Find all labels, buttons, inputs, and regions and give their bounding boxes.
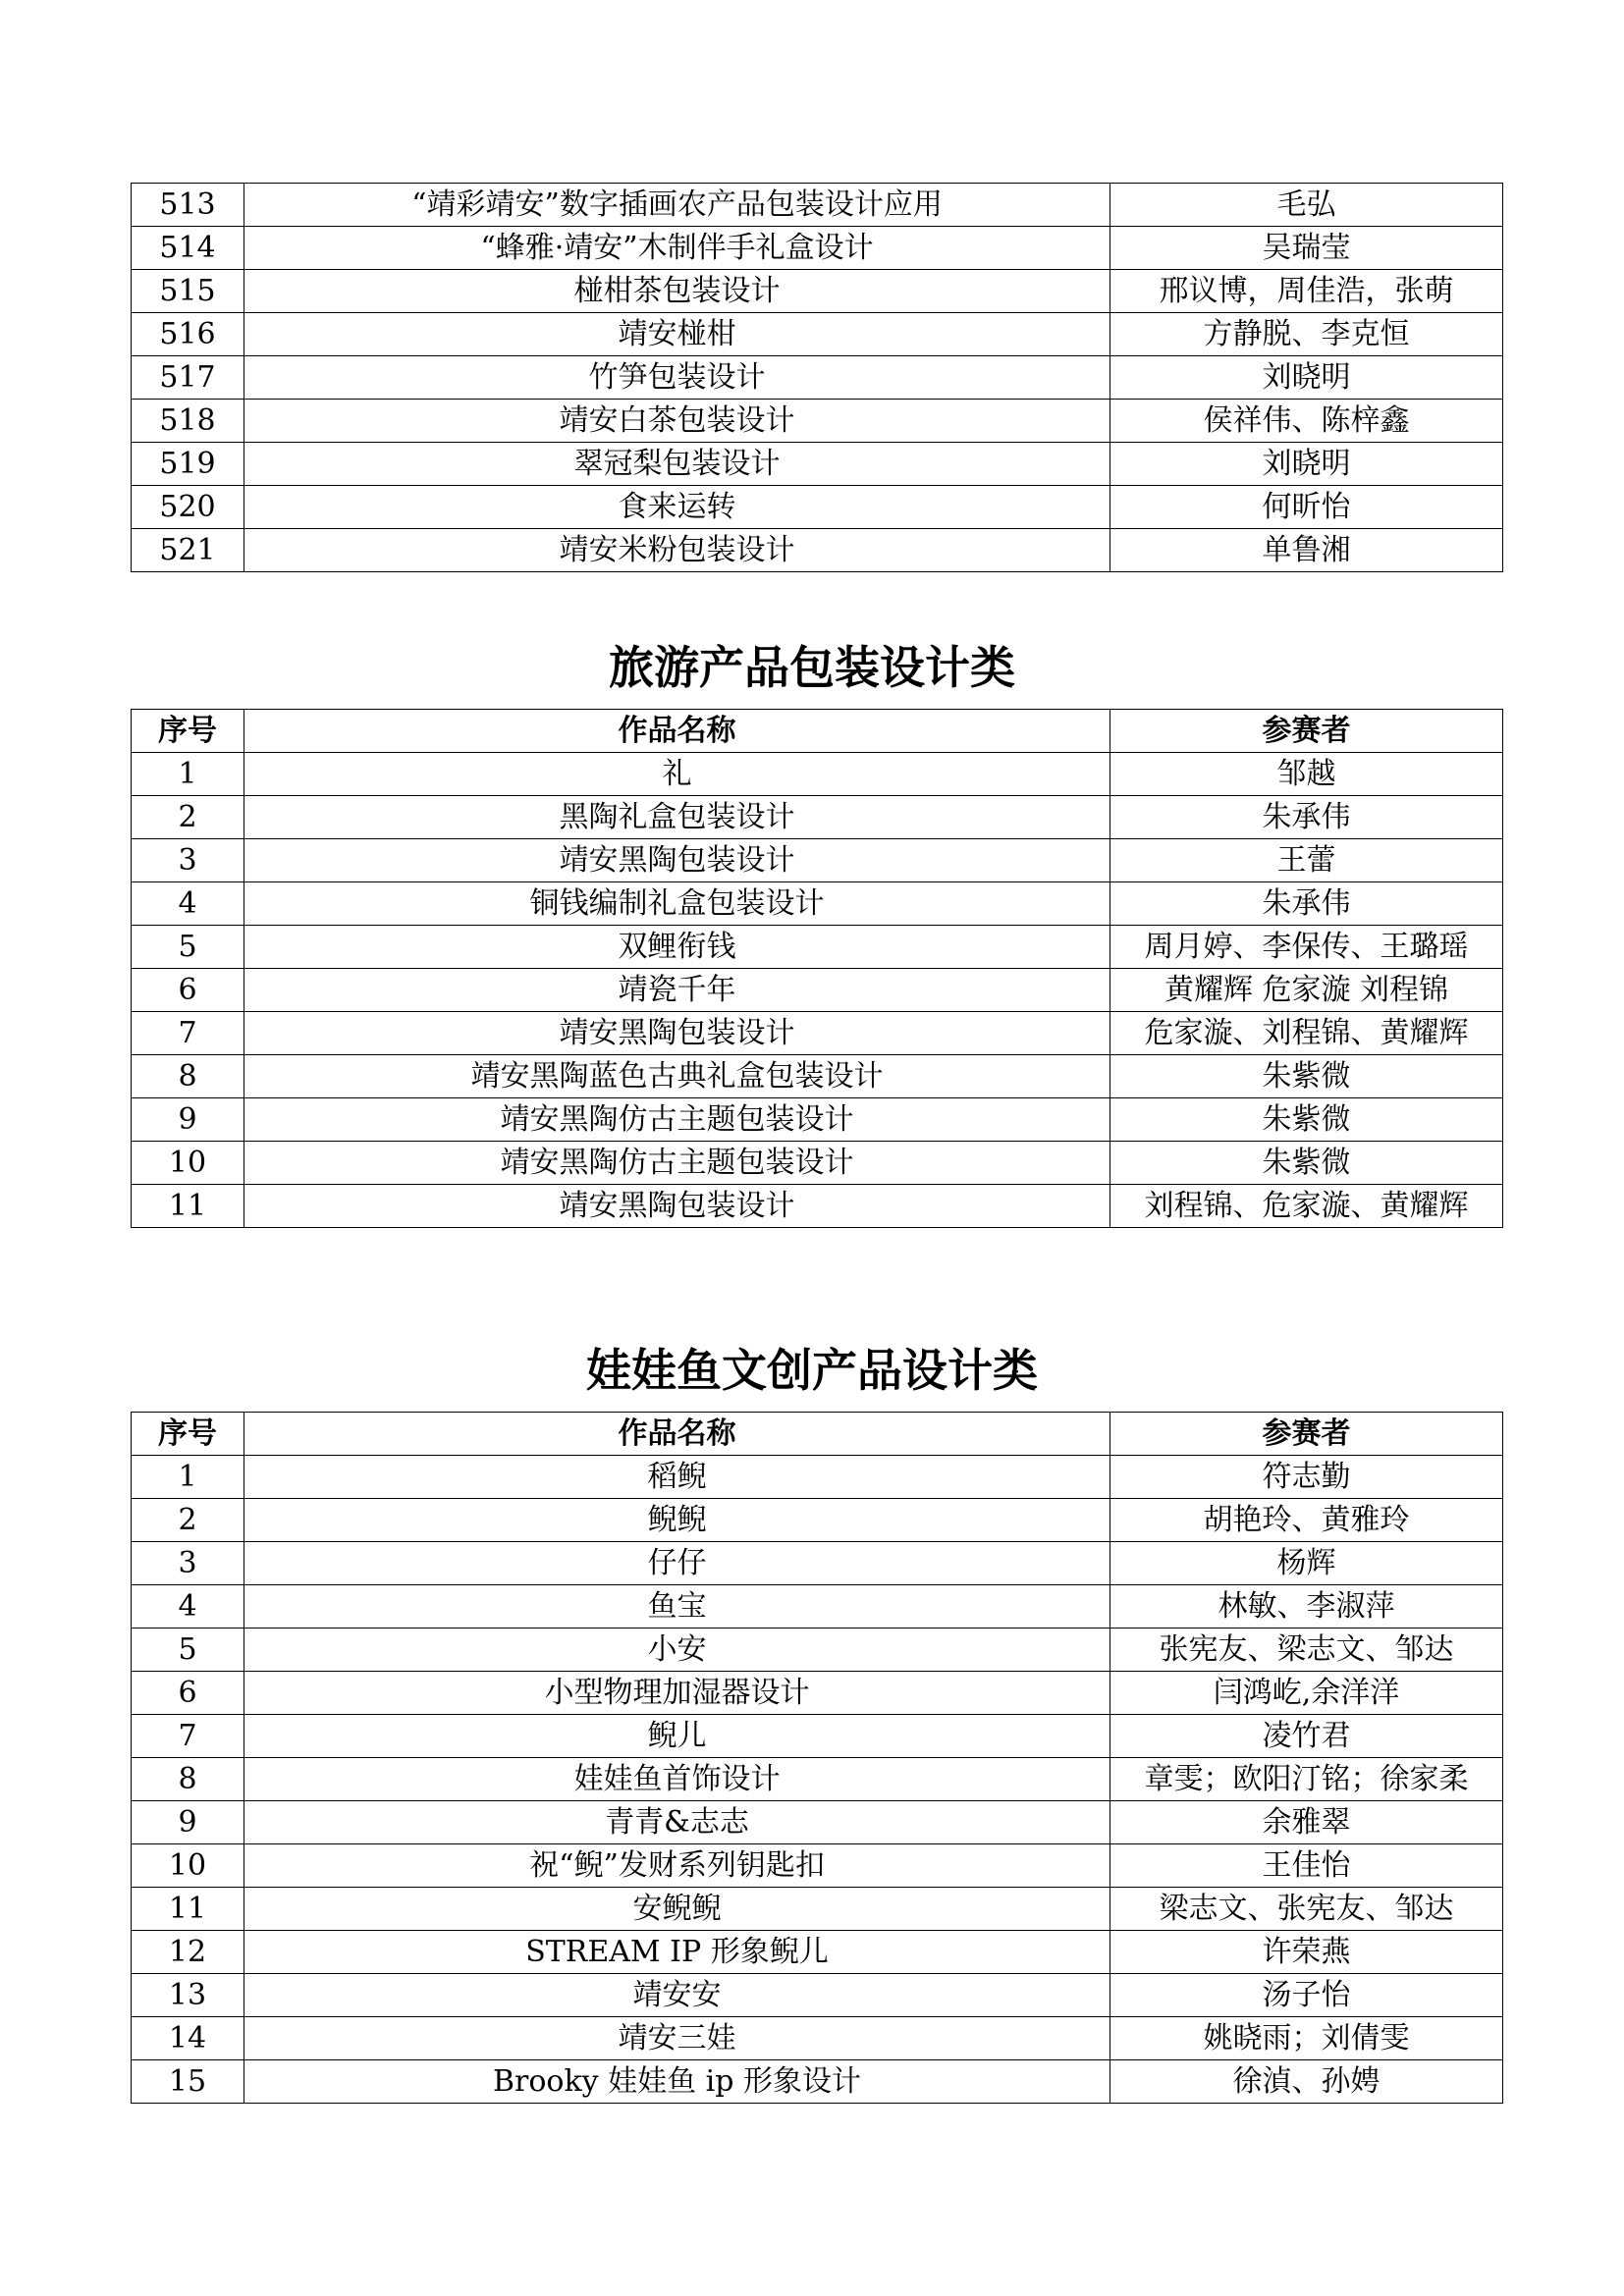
cell-index: 4 [132,882,244,926]
table-row [132,839,1503,882]
cell-index: 519 [132,443,244,486]
cell-work-name: 靖安椪柑 [244,313,1110,356]
cell-work-name: 祝“鲵”发财系列钥匙扣 [244,1844,1110,1888]
cell-participants: 周月婷、李保传、王璐瑶 [1110,926,1503,969]
cell-work-name: 椪柑茶包装设计 [244,270,1110,313]
table-row [132,1672,1503,1715]
cell-participants: 凌竹君 [1110,1715,1503,1758]
cell-participants: 王佳怡 [1110,1844,1503,1888]
table-row [132,1185,1503,1228]
header-work-name: 作品名称 [244,1413,1110,1456]
cell-index: 15 [132,2060,244,2104]
table-row [132,882,1503,926]
table-row [132,1142,1503,1185]
cell-work-name: 靖安米粉包装设计 [244,529,1110,572]
table-row [132,753,1503,796]
cell-work-name: 鲵儿 [244,1715,1110,1758]
cell-work-name: 靖安黑陶蓝色古典礼盒包装设计 [244,1055,1110,1098]
table-row [132,184,1503,227]
cell-participants: 胡艳玲、黄雅玲 [1110,1499,1503,1542]
table-row [132,2060,1503,2104]
cell-index: 8 [132,1758,244,1801]
table-row [132,1499,1503,1542]
cell-participants: 林敏、李淑萍 [1110,1585,1503,1629]
cell-participants: 汤子怡 [1110,1974,1503,2017]
entries-table-continued [131,183,1503,572]
cell-index: 517 [132,356,244,400]
cell-participants: 刘晓明 [1110,443,1503,486]
cell-participants: 许荣燕 [1110,1931,1503,1974]
cell-work-name: 靖安黑陶包装设计 [244,1012,1110,1055]
cell-work-name: 竹笋包装设计 [244,356,1110,400]
table-header-row [132,1413,1503,1456]
cell-index: 10 [132,1142,244,1185]
cell-index: 6 [132,969,244,1012]
cell-index: 12 [132,1931,244,1974]
cell-work-name: 小型物理加湿器设计 [244,1672,1110,1715]
table-row [132,443,1503,486]
cell-index: 518 [132,400,244,443]
cell-work-name: 鲵鲵 [244,1499,1110,1542]
cell-work-name: 翠冠梨包装设计 [244,443,1110,486]
cell-index: 7 [132,1715,244,1758]
cell-participants: 朱紫微 [1110,1055,1503,1098]
table-row [132,1715,1503,1758]
cell-work-name: 稻鲵 [244,1456,1110,1499]
cell-index: 515 [132,270,244,313]
cell-participants: 朱承伟 [1110,796,1503,839]
cell-index: 520 [132,486,244,529]
cell-work-name: 食来运转 [244,486,1110,529]
cell-index: 2 [132,796,244,839]
table-row [132,529,1503,572]
table-row [132,1629,1503,1672]
cell-participants: 梁志文、张宪友、邹达 [1110,1888,1503,1931]
cell-index: 8 [132,1055,244,1098]
table-row [132,1758,1503,1801]
cell-index: 1 [132,753,244,796]
cell-participants: 邢议博，周佳浩，张萌 [1110,270,1503,313]
cell-participants: 刘程锦、危家漩、黄耀辉 [1110,1185,1503,1228]
cell-index: 11 [132,1888,244,1931]
cell-work-name: 靖安三娃 [244,2017,1110,2060]
cell-work-name: 靖安黑陶仿古主题包装设计 [244,1098,1110,1142]
header-participants: 参赛者 [1110,710,1503,753]
table-row [132,1844,1503,1888]
cell-index: 4 [132,1585,244,1629]
cell-index: 3 [132,839,244,882]
cell-index: 14 [132,2017,244,2060]
cell-work-name: 靖瓷千年 [244,969,1110,1012]
table-row [132,1931,1503,1974]
cell-participants: 危家漩、刘程锦、黄耀辉 [1110,1012,1503,1055]
cell-index: 10 [132,1844,244,1888]
header-participants: 参赛者 [1110,1413,1503,1456]
section-title-giant-salamander: 娃娃鱼文创产品设计类 [586,1344,1038,1397]
cell-participants: 侯祥伟、陈梓鑫 [1110,400,1503,443]
table-row [132,1456,1503,1499]
cell-index: 521 [132,529,244,572]
table-row [132,796,1503,839]
cell-work-name: “蜂雅·靖安”木制伴手礼盒设计 [244,227,1110,270]
cell-index: 9 [132,1098,244,1142]
header-index: 序号 [132,710,244,753]
cell-participants: 黄耀辉 危家漩 刘程锦 [1110,969,1503,1012]
table-row [132,1542,1503,1585]
cell-participants: 单鲁湘 [1110,529,1503,572]
cell-work-name: “靖彩靖安”数字插画农产品包装设计应用 [244,184,1110,227]
cell-participants: 方静脱、李克恒 [1110,313,1503,356]
cell-index: 5 [132,926,244,969]
cell-participants: 徐湞、孙娉 [1110,2060,1503,2104]
cell-index: 11 [132,1185,244,1228]
section-title-tourism-packaging: 旅游产品包装设计类 [609,641,1015,694]
cell-work-name: 靖安黑陶包装设计 [244,1185,1110,1228]
cell-index: 7 [132,1012,244,1055]
cell-participants: 刘晓明 [1110,356,1503,400]
cell-participants: 毛弘 [1110,184,1503,227]
cell-index: 2 [132,1499,244,1542]
cell-participants: 杨辉 [1110,1542,1503,1585]
cell-participants: 吴瑞莹 [1110,227,1503,270]
cell-index: 9 [132,1801,244,1844]
table-row [132,270,1503,313]
giant-salamander-table [131,1412,1503,2104]
cell-work-name: 靖安安 [244,1974,1110,2017]
cell-index: 513 [132,184,244,227]
cell-work-name: 娃娃鱼首饰设计 [244,1758,1110,1801]
cell-work-name: 小安 [244,1629,1110,1672]
header-index: 序号 [132,1413,244,1456]
table-row [132,926,1503,969]
cell-participants: 余雅翠 [1110,1801,1503,1844]
cell-participants: 张宪友、梁志文、邹达 [1110,1629,1503,1672]
table-header-row [132,710,1503,753]
cell-work-name: Brooky 娃娃鱼 ip 形象设计 [244,2060,1110,2104]
cell-index: 1 [132,1456,244,1499]
cell-work-name: 黑陶礼盒包装设计 [244,796,1110,839]
cell-participants: 闫鸿屹,余洋洋 [1110,1672,1503,1715]
cell-work-name: 靖安黑陶仿古主题包装设计 [244,1142,1110,1185]
cell-index: 3 [132,1542,244,1585]
cell-participants: 何昕怡 [1110,486,1503,529]
table-row [132,1888,1503,1931]
cell-work-name: 靖安黑陶包装设计 [244,839,1110,882]
cell-work-name: 双鲤衔钱 [244,926,1110,969]
tourism-packaging-table [131,709,1503,1228]
table-row [132,486,1503,529]
cell-participants: 朱紫微 [1110,1142,1503,1185]
cell-work-name: 靖安白茶包装设计 [244,400,1110,443]
table-row [132,1974,1503,2017]
cell-participants: 王蕾 [1110,839,1503,882]
cell-index: 516 [132,313,244,356]
table-row [132,1098,1503,1142]
cell-work-name: 鱼宝 [244,1585,1110,1629]
cell-work-name: 铜钱编制礼盒包装设计 [244,882,1110,926]
cell-index: 13 [132,1974,244,2017]
cell-participants: 姚晓雨；刘倩雯 [1110,2017,1503,2060]
table-row [132,227,1503,270]
cell-index: 514 [132,227,244,270]
cell-participants: 朱紫微 [1110,1098,1503,1142]
table-row [132,1585,1503,1629]
table-row [132,356,1503,400]
cell-work-name: 礼 [244,753,1110,796]
cell-participants: 章雯；欧阳汀铭；徐家柔 [1110,1758,1503,1801]
table-row [132,1012,1503,1055]
header-work-name: 作品名称 [244,710,1110,753]
cell-work-name: 安鲵鲵 [244,1888,1110,1931]
table-row [132,1801,1503,1844]
table-row [132,313,1503,356]
table-row [132,969,1503,1012]
table-row [132,400,1503,443]
cell-index: 5 [132,1629,244,1672]
cell-work-name: STREAM IP 形象鲵儿 [244,1931,1110,1974]
cell-work-name: 仔仔 [244,1542,1110,1585]
cell-index: 6 [132,1672,244,1715]
cell-participants: 邹越 [1110,753,1503,796]
cell-participants: 朱承伟 [1110,882,1503,926]
table-row [132,1055,1503,1098]
cell-work-name: 青青&志志 [244,1801,1110,1844]
cell-participants: 符志勤 [1110,1456,1503,1499]
table-row [132,2017,1503,2060]
